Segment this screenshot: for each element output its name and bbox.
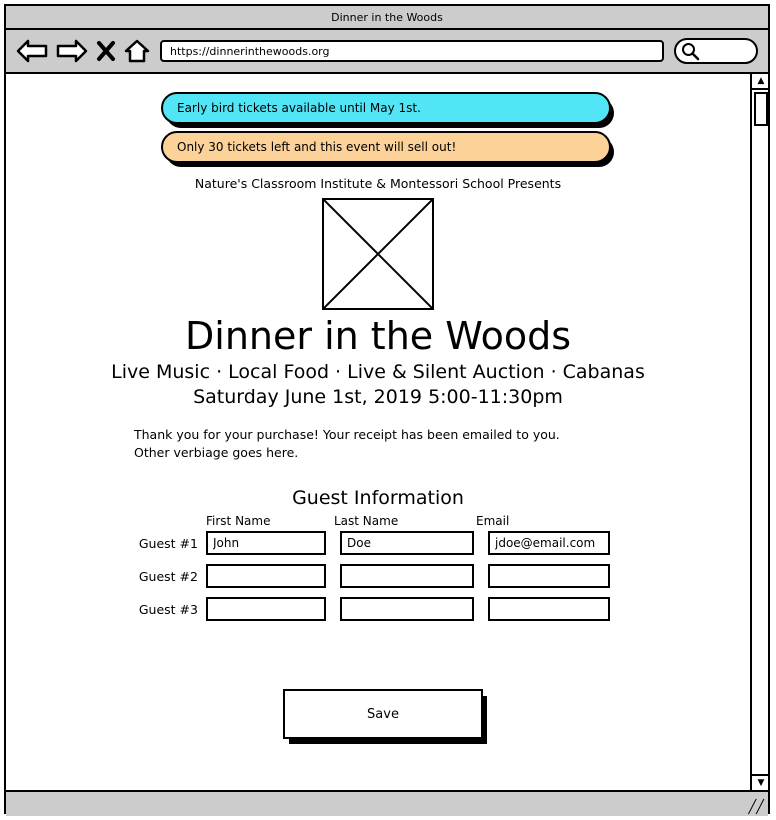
forward-arrow-icon[interactable] bbox=[56, 38, 88, 64]
table-row bbox=[134, 531, 624, 555]
column-header-last-name: Last Name bbox=[334, 514, 399, 528]
guest-information-table bbox=[134, 514, 624, 630]
guest-label: Guest #3 bbox=[138, 601, 198, 617]
guest1-last-name-input[interactable] bbox=[340, 531, 474, 555]
window-titlebar bbox=[6, 6, 768, 30]
guest2-first-name-input[interactable] bbox=[206, 564, 326, 588]
confirmation-line-2: Other verbiage goes here. bbox=[134, 445, 299, 460]
guest-label: Guest #1 bbox=[138, 535, 198, 551]
scrollbar-thumb[interactable] bbox=[754, 92, 768, 126]
resize-handle-icon[interactable]: ╱╱ bbox=[748, 800, 764, 815]
column-header-email: Email bbox=[476, 514, 510, 528]
guest-label: Guest #2 bbox=[138, 568, 198, 584]
table-row bbox=[134, 564, 624, 588]
browser-toolbar bbox=[6, 30, 768, 74]
page-content bbox=[6, 74, 750, 790]
guest3-first-name-input[interactable] bbox=[206, 597, 326, 621]
guest-information-heading: Guest Information bbox=[292, 487, 464, 509]
window-title: Dinner in the Woods bbox=[331, 10, 443, 24]
guest1-first-name-input[interactable] bbox=[206, 531, 326, 555]
search-box[interactable] bbox=[674, 38, 758, 64]
table-row bbox=[134, 597, 624, 621]
chevron-up-icon: ▲ bbox=[757, 75, 765, 86]
image-placeholder bbox=[322, 198, 434, 310]
scroll-down-button[interactable] bbox=[752, 774, 768, 790]
guest3-last-name-input[interactable] bbox=[340, 597, 474, 621]
event-features: Live Music · Local Food · Live & Silent Auction · Cabanas bbox=[111, 361, 645, 383]
column-header-first-name: First Name bbox=[206, 514, 271, 528]
browser-window bbox=[4, 4, 770, 814]
url-bar[interactable] bbox=[160, 40, 664, 62]
back-arrow-icon[interactable] bbox=[16, 38, 48, 64]
table-header-row bbox=[206, 514, 624, 528]
search-icon[interactable] bbox=[680, 41, 700, 61]
url-text: https://dinnerinthewoods.org bbox=[170, 44, 330, 58]
scroll-up-button[interactable] bbox=[752, 74, 768, 90]
vertical-scrollbar[interactable] bbox=[750, 74, 768, 790]
banner-early-bird bbox=[161, 92, 611, 124]
event-datetime: Saturday June 1st, 2019 5:00-11:30pm bbox=[193, 386, 563, 408]
guest2-last-name-input[interactable] bbox=[340, 564, 474, 588]
guest2-email-input[interactable] bbox=[488, 564, 610, 588]
status-bar bbox=[6, 790, 768, 816]
banner-text: Only 30 tickets left and this event will sell out! bbox=[177, 140, 457, 154]
confirmation-copy bbox=[134, 426, 560, 462]
guest1-email-input[interactable] bbox=[488, 531, 610, 555]
banner-text: Early bird tickets available until May 1st. bbox=[177, 101, 421, 115]
page-title: Dinner in the Woods bbox=[185, 314, 571, 358]
presenter-line: Nature's Classroom Institute & Montessori School Presents bbox=[194, 176, 562, 191]
close-x-icon[interactable] bbox=[96, 40, 116, 62]
save-button[interactable] bbox=[283, 689, 483, 739]
confirmation-line-1: Thank you for your purchase! Your receipt has been emailed to you. bbox=[134, 427, 560, 442]
navigation-icons bbox=[16, 38, 150, 64]
home-icon[interactable] bbox=[124, 38, 150, 64]
chevron-down-icon: ▼ bbox=[757, 777, 765, 788]
save-button-label: Save bbox=[367, 706, 399, 722]
page-viewport bbox=[6, 74, 768, 790]
guest3-email-input[interactable] bbox=[488, 597, 610, 621]
banner-tickets-left bbox=[161, 131, 611, 163]
